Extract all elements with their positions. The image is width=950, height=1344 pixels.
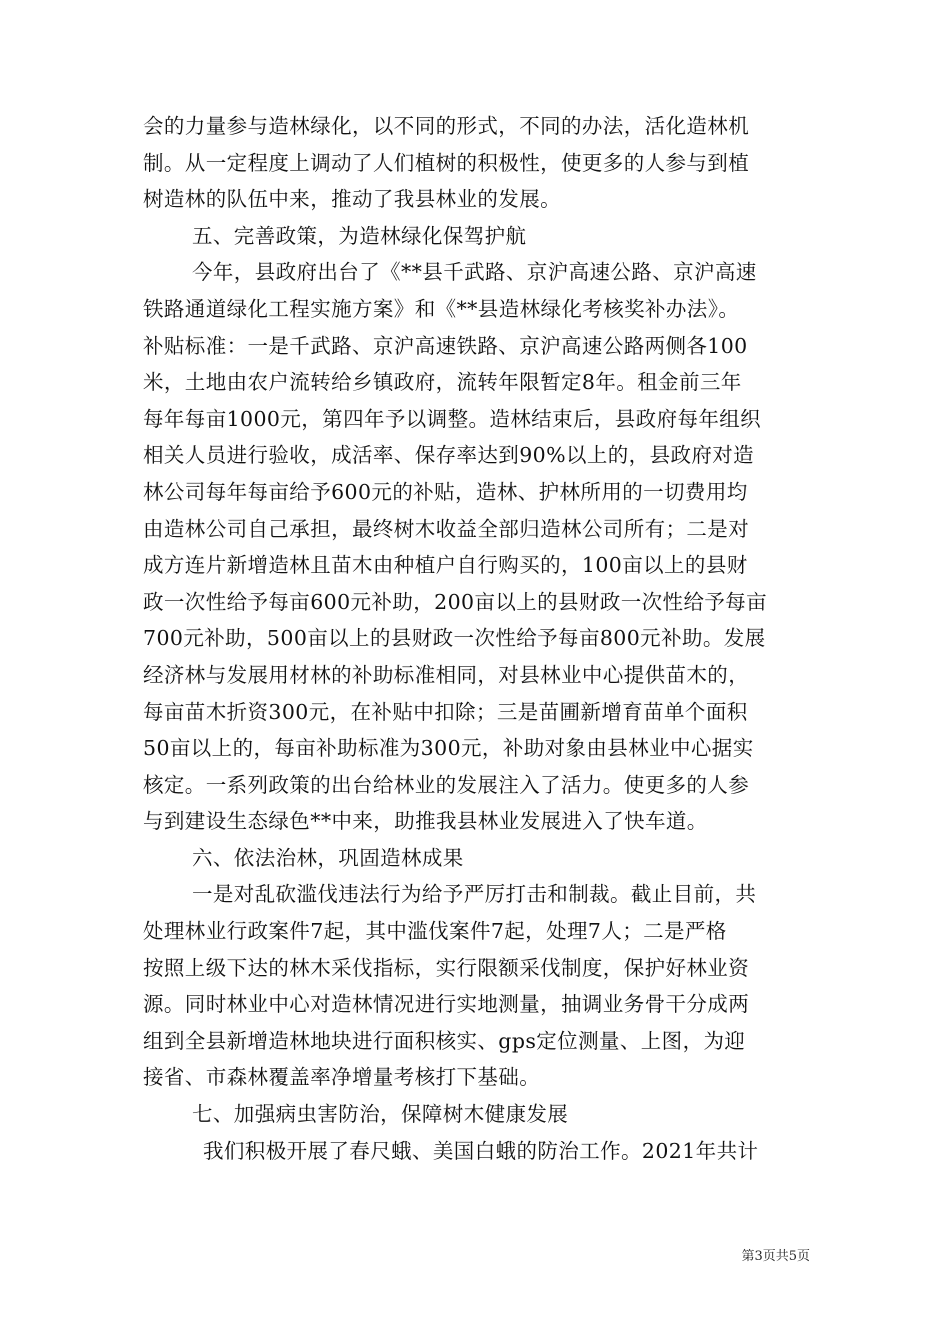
page-number-footer: 第3页共5页 [741, 1249, 810, 1264]
text-line: 政一次性给予每亩600元补助，200亩以上的县财政一次性给予每亩 [143, 589, 768, 614]
text-line: 与到建设生态绿色**中来，助推我县林业发展进入了快车道。 [143, 809, 708, 834]
text-line: 成方连片新增造林且苗木由种植户自行购买的，100亩以上的县财 [143, 553, 748, 578]
text-line: 核定。一系列政策的出台给林业的发展注入了活力。使更多的人参 [143, 772, 750, 797]
text-line: 经济林与发展用材林的补助标准相同，对县林业中心提供苗木的， [143, 662, 750, 687]
text-line: 林公司每年每亩给予600元的补贴，造林、护林所用的一切费用均 [143, 479, 748, 504]
text-line: 700元补助，500亩以上的县财政一次性给予每亩800元补助。发展 [143, 626, 766, 651]
text-line: 处理林业行政案件7起，其中滥伐案件7起，处理7人；二是严格 [143, 919, 727, 944]
text-line: 树造林的队伍中来，推动了我县林业的发展。 [143, 187, 561, 212]
text-line: 一是对乱砍滥伐违法行为给予严厉打击和制裁。截止目前，共 [192, 882, 757, 907]
text-line: 每年每亩1000元，第四年予以调整。造林结束后，县政府每年组织 [143, 406, 762, 431]
section-heading-5: 五、完善政策，为造林绿化保驾护航 [192, 223, 527, 248]
text-line: 50亩以上的，每亩补助标准为300元，补助对象由县林业中心据实 [143, 736, 754, 761]
text-line: 制。从一定程度上调动了人们植树的积极性，使更多的人参与到植 [143, 150, 750, 175]
text-line: 接省、市森林覆盖率净增量考核打下基础。 [143, 1065, 541, 1090]
text-line: 每亩苗木折资300元，在补贴中扣除；三是苗圃新增育苗单个面积 [143, 699, 748, 724]
body-text [143, 108, 813, 1169]
section-heading-6: 六、依法治林，巩固造林成果 [192, 845, 464, 870]
text-line: 铁路通道绿化工程实施方案》和《**县造林绿化考核奖补办法》。 [143, 296, 740, 321]
text-line: 组到全县新增造林地块进行面积核实、gps定位测量、上图，为迎 [143, 1028, 746, 1053]
text-line: 补贴标准：一是千武路、京沪高速铁路、京沪高速公路两侧各100 [143, 333, 748, 358]
text-line: 相关人员进行验收，成活率、保存率达到90%以上的，县政府对造 [143, 443, 755, 468]
text-line: 按照上级下达的林木采伐指标，实行限额采伐制度，保护好林业资 [143, 955, 750, 980]
text-line: 会的力量参与造林绿化，以不同的形式，不同的办法，活化造林机 [143, 114, 750, 138]
text-line: 今年，县政府出台了《**县千武路、京沪高速公路、京沪高速 [192, 260, 757, 285]
section-heading-7: 七、加强病虫害防治，保障树木健康发展 [192, 1102, 569, 1127]
text-line: 我们积极开展了春尺蛾、美国白蛾的防治工作。2021年共计 [203, 1138, 759, 1163]
text-line: 由造林公司自己承担，最终树木收益全部归造林公司所有；二是对 [143, 516, 750, 541]
text-line: 源。同时林业中心对造林情况进行实地测量，抽调业务骨干分成两 [143, 992, 750, 1017]
text-line: 米，土地由农户流转给乡镇政府，流转年限暂定8年。租金前三年 [143, 370, 742, 395]
